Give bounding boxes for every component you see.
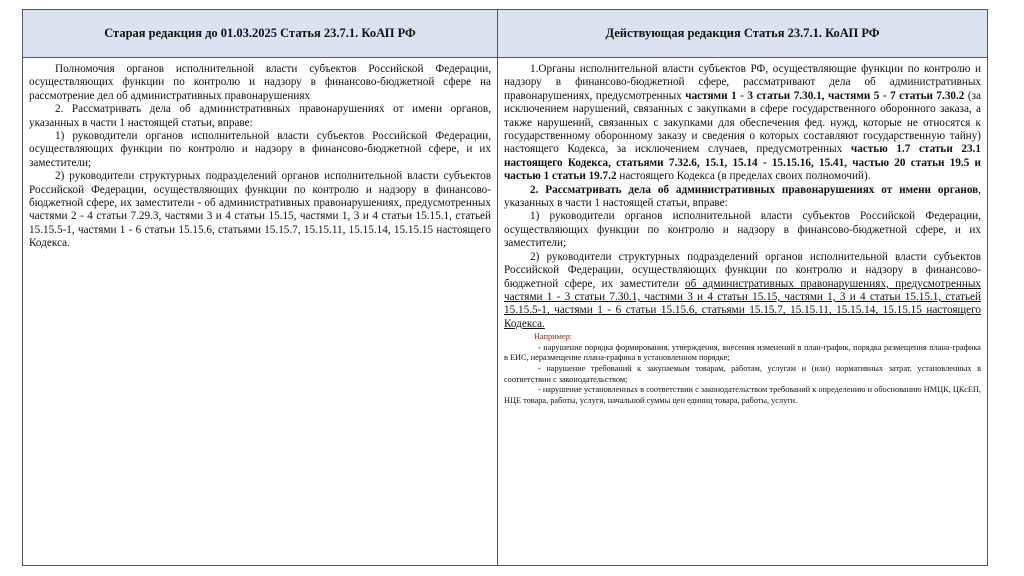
new-p2-bold: 2. Рассматривать дела об административных правонарушениях от имени органов bbox=[530, 183, 979, 196]
example-item-3: - нарушение установленных в соответствии с законодательством требований к определению и обоснованию НМЦК, ЦКсЕП, НЦЕ товара, работы, услуги, начальной суммы цен единиц товара, работы, услуги. bbox=[504, 385, 981, 405]
new-paragraph-2 bbox=[504, 184, 981, 211]
new-p1-bold-b: частью 1.7 статьи 23.1 настоящего Кодекса, статьями 7.32.6, 15.1, 15.14 - 15.15.16, 15.41, частью 20 статьи 19.5 и частью 1 статьи 19.7.2 bbox=[504, 143, 982, 183]
new-p4-underlined: об административных правонарушениях, предусмотренных частями 1 - 3 статьи 7.30.1, частями 3 и 4 статьи 15.15, частями 1, 3 и 4 статьи 15.15.1, статьей 15.15.5-1, частями 1 - 6 статьи 15.15.6, статьями 15.15.7, 15.15.11, 15.15.14, 15.15.15 настоящего Кодекса. bbox=[504, 277, 981, 330]
new-p1-text-c: настоящего Кодекса (в пределах своих полномочий). bbox=[616, 170, 871, 183]
old-paragraph-4: 2) руководители структурных подразделений органов исполнительной власти субъектов Российской Федерации, осуществляющих функции по контролю и надзору в финансово-бюджетной сфере, их заместители - об административных правонарушениях, предусмотренных частями 2 - 4 статьи 7.29.3, частями 3 и 4 статьи 15.15, частями 1, 3 и 4 статьи 15.15.1, статьей 15.15.5-1, частями 1 - 6 статьи 15.15.6, статьями 15.15.7, 15.15.11, 15.15.14, 15.15.15 настоящего Кодекса. bbox=[29, 170, 491, 250]
example-item-2: - нарушение требований к закупаемым товарам, работам, услугам и (или) нормативных затрат, установленных в соответствии с законодательством; bbox=[504, 363, 981, 384]
new-p1-bold-a: частями 1 - 3 статьи 7.30.1, частями 5 - 7 статьи 7.30.2 bbox=[685, 89, 965, 102]
old-paragraph-1: Полномочия органов исполнительной власти субъектов Российской Федерации, осуществляющих функции по контролю и надзору в финансово-бюджетной сфере на рассмотрение дел об административных правонарушениях bbox=[29, 63, 491, 102]
new-paragraph-4 bbox=[504, 251, 981, 331]
header-old-edition: Старая редакция до 01.03.2025 Статья 23.7.1. КоАП РФ bbox=[23, 10, 498, 58]
old-edition-text bbox=[23, 58, 498, 565]
new-p2-text: , указанных в части 1 настоящей статьи, вправе: bbox=[504, 183, 981, 210]
examples-note bbox=[504, 332, 981, 406]
new-p1-text-b: (за исключением нарушений, связанных с закупками в сфере государственного оборонного заказа, а также нарушений, связанных с закупками для обеспечения фед. нужд, которые не относятся к государственному оборонному заказу и сведения о которых составляют государственную тайну) настоящего Кодекса, за исключением случаев, предусмотренных bbox=[504, 89, 982, 156]
new-paragraph-1 bbox=[504, 63, 981, 184]
current-edition-text bbox=[498, 58, 987, 565]
new-p4-text: 2) руководители структурных подразделений органов исполнительной власти субъектов Российской Федерации, осуществляющих функции по контролю и надзору в финансово-бюджетной сфере, их заместители bbox=[504, 250, 981, 290]
old-paragraph-2: 2. Рассматривать дела об административных правонарушениях от имени органов, указанных в части 1 настоящей статьи, вправе: bbox=[29, 103, 491, 129]
header-current-edition: Действующая редакция Статья 23.7.1. КоАП РФ bbox=[498, 10, 987, 58]
old-paragraph-3: 1) руководители органов исполнительной власти субъектов Российской Федерации, осуществляющих функции по контролю и надзору в финансово-бюджетной сфере, и их заместители; bbox=[29, 130, 491, 169]
example-item-1: - нарушение порядка формирования, утверждения, внесения изменений в план-график, порядка размещения плана-графика в ЕИС, неразмещение плана-графика в установленном порядке; bbox=[504, 342, 981, 363]
new-paragraph-3: 1) руководители органов исполнительной власти субъектов Российской Федерации, осуществляющих функции по контролю и надзору в финансово-бюджетной сфере, и их заместители; bbox=[504, 210, 981, 250]
new-p1-text-a: 1.Органы исполнительной власти субъектов РФ, осуществляющие функции по контролю и надзору в финансово-бюджетной сфере, рассматривают дела об административных правонарушениях, предусмотренных bbox=[504, 63, 981, 102]
comparison-table bbox=[22, 9, 988, 566]
example-label: Например: bbox=[534, 332, 572, 342]
